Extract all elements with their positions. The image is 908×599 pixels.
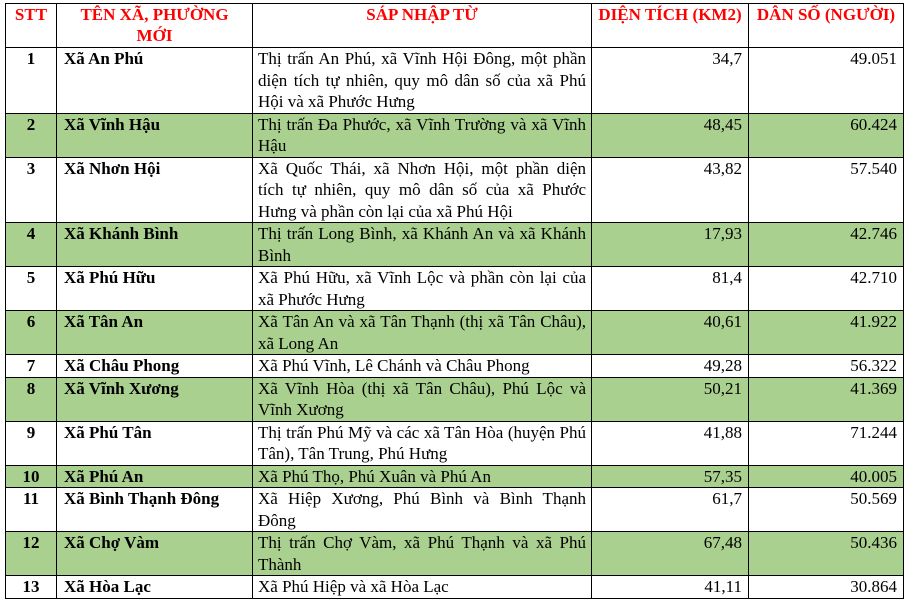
merged-from-cell: Xã Phú Hữu, xã Vĩnh Lộc và phần còn lại của xã Phước Hưng — [253, 267, 592, 311]
area-cell: 43,82 — [592, 157, 749, 223]
commune-name-cell: Xã An Phú — [57, 48, 253, 114]
header-new-commune-name: TÊN XÃ, PHƯỜNG MỚI — [57, 4, 253, 48]
commune-name-cell: Xã Tân An — [57, 311, 253, 355]
table-row — [6, 223, 904, 267]
table-row — [6, 465, 904, 488]
commune-name-cell: Xã Vĩnh Hậu — [57, 113, 253, 157]
population-cell: 56.322 — [749, 355, 904, 378]
population-cell: 57.540 — [749, 157, 904, 223]
area-cell: 41,88 — [592, 421, 749, 465]
area-cell: 67,48 — [592, 532, 749, 576]
header-stt: STT — [6, 4, 57, 48]
table-row — [6, 157, 904, 223]
population-cell: 71.244 — [749, 421, 904, 465]
population-cell: 50.436 — [749, 532, 904, 576]
header-area: DIỆN TÍCH (KM2) — [592, 4, 749, 48]
header-population: DÂN SỐ (NGƯỜI) — [749, 4, 904, 48]
commune-name-cell: Xã Nhơn Hội — [57, 157, 253, 223]
area-cell: 34,7 — [592, 48, 749, 114]
merged-from-cell: Xã Quốc Thái, xã Nhơn Hội, một phần diện tích tự nhiên, quy mô dân số của xã Phước Hưng và phần còn lại của xã Phú Hội — [253, 157, 592, 223]
area-cell: 48,45 — [592, 113, 749, 157]
commune-name-cell: Xã Vĩnh Xương — [57, 377, 253, 421]
merged-from-cell: Xã Phú Thọ, Phú Xuân và Phú An — [253, 465, 592, 488]
merged-from-cell: Xã Vĩnh Hòa (thị xã Tân Châu), Phú Lộc và Vĩnh Xương — [253, 377, 592, 421]
row-number-cell: 5 — [6, 267, 57, 311]
population-cell: 60.424 — [749, 113, 904, 157]
area-cell: 17,93 — [592, 223, 749, 267]
table-row — [6, 113, 904, 157]
population-cell: 40.005 — [749, 465, 904, 488]
population-cell: 42.710 — [749, 267, 904, 311]
population-cell: 42.746 — [749, 223, 904, 267]
merged-from-cell: Thị trấn Phú Mỹ và các xã Tân Hòa (huyện Phú Tân), Tân Trung, Phú Hưng — [253, 421, 592, 465]
commune-name-cell: Xã Phú An — [57, 465, 253, 488]
row-number-cell: 6 — [6, 311, 57, 355]
table-row — [6, 532, 904, 576]
table-row — [6, 576, 904, 599]
area-cell: 81,4 — [592, 267, 749, 311]
merged-from-cell: Xã Phú Vĩnh, Lê Chánh và Châu Phong — [253, 355, 592, 378]
table-row — [6, 48, 904, 114]
header-merged-from: SÁP NHẬP TỪ — [253, 4, 592, 48]
population-cell: 41.369 — [749, 377, 904, 421]
commune-name-cell: Xã Phú Tân — [57, 421, 253, 465]
commune-name-cell: Xã Khánh Bình — [57, 223, 253, 267]
area-cell: 40,61 — [592, 311, 749, 355]
commune-name-cell: Xã Châu Phong — [57, 355, 253, 378]
population-cell: 41.922 — [749, 311, 904, 355]
area-cell: 50,21 — [592, 377, 749, 421]
row-number-cell: 4 — [6, 223, 57, 267]
commune-name-cell: Xã Phú Hữu — [57, 267, 253, 311]
merged-from-cell: Thị trấn Chợ Vàm, xã Phú Thạnh và xã Phú Thành — [253, 532, 592, 576]
commune-name-cell: Xã Chợ Vàm — [57, 532, 253, 576]
commune-merger-table — [5, 3, 904, 599]
merged-from-cell: Thị trấn Đa Phước, xã Vĩnh Trường và xã Vĩnh Hậu — [253, 113, 592, 157]
population-cell: 50.569 — [749, 488, 904, 532]
row-number-cell: 2 — [6, 113, 57, 157]
row-number-cell: 7 — [6, 355, 57, 378]
row-number-cell: 11 — [6, 488, 57, 532]
area-cell: 61,7 — [592, 488, 749, 532]
table-row — [6, 267, 904, 311]
row-number-cell: 13 — [6, 576, 57, 599]
commune-name-cell: Xã Bình Thạnh Đông — [57, 488, 253, 532]
row-number-cell: 9 — [6, 421, 57, 465]
merged-from-cell: Xã Phú Hiệp và xã Hòa Lạc — [253, 576, 592, 599]
row-number-cell: 10 — [6, 465, 57, 488]
row-number-cell: 1 — [6, 48, 57, 114]
row-number-cell: 12 — [6, 532, 57, 576]
area-cell: 57,35 — [592, 465, 749, 488]
area-cell: 49,28 — [592, 355, 749, 378]
population-cell: 30.864 — [749, 576, 904, 599]
row-number-cell: 8 — [6, 377, 57, 421]
area-cell: 41,11 — [592, 576, 749, 599]
population-cell: 49.051 — [749, 48, 904, 114]
table-body — [6, 48, 904, 599]
merged-from-cell: Xã Tân An và xã Tân Thạnh (thị xã Tân Châu), xã Long An — [253, 311, 592, 355]
table-row — [6, 421, 904, 465]
table-row — [6, 377, 904, 421]
table-row — [6, 488, 904, 532]
table-row — [6, 311, 904, 355]
table-row — [6, 355, 904, 378]
row-number-cell: 3 — [6, 157, 57, 223]
merged-from-cell: Thị trấn An Phú, xã Vĩnh Hội Đông, một phần diện tích tự nhiên, quy mô dân số của xã Phú Hội và xã Phước Hưng — [253, 48, 592, 114]
merged-from-cell: Thị trấn Long Bình, xã Khánh An và xã Khánh Bình — [253, 223, 592, 267]
header-row — [6, 4, 904, 48]
merged-from-cell: Xã Hiệp Xương, Phú Bình và Bình Thạnh Đông — [253, 488, 592, 532]
commune-name-cell: Xã Hòa Lạc — [57, 576, 253, 599]
